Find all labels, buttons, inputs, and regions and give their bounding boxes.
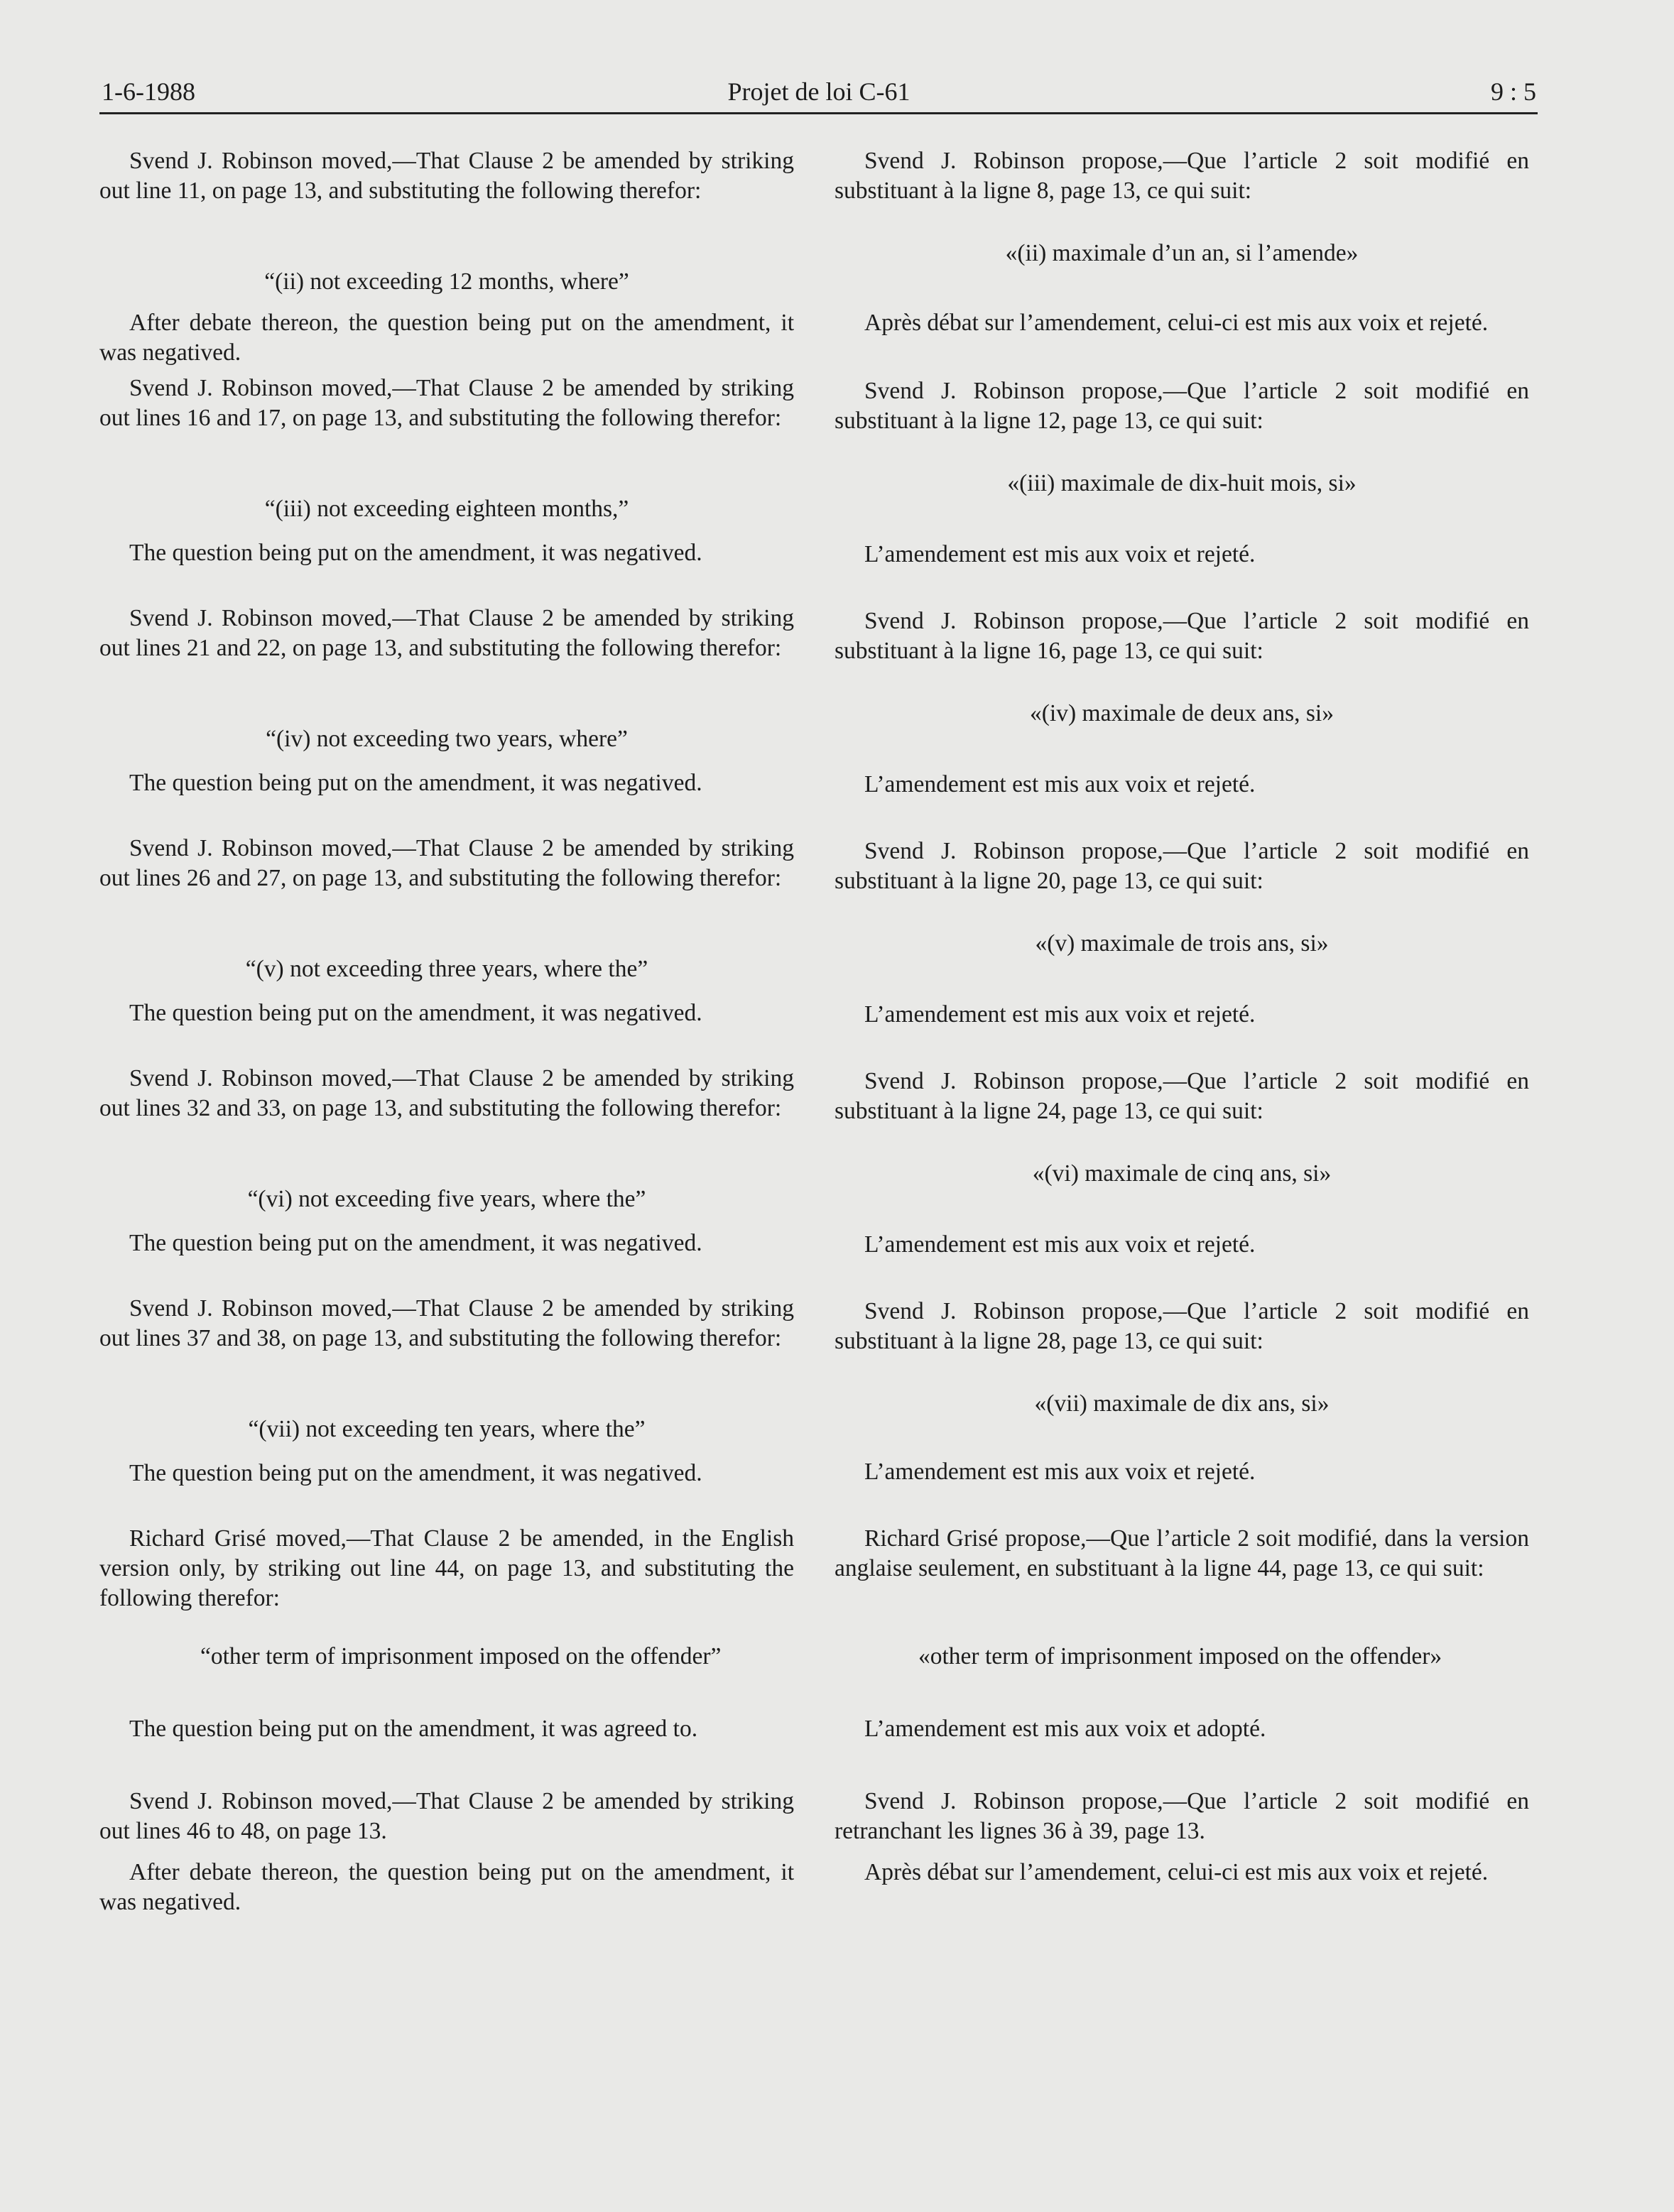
result-paragraph: L’amendement est mis aux voix et rejeté.	[864, 1001, 1256, 1028]
motion-paragraph: Svend J. Robinson moved,—That Clause 2 be amended by striking out lines 21 and 22, on page 13, and substituting the following therefor:	[99, 605, 794, 661]
amendment-quote: «(vii) maximale de dix ans, si»	[1034, 1390, 1330, 1417]
result-paragraph: After debate thereon, the question being put on the amendment, it was negatived.	[99, 1859, 794, 1915]
amendment-quote: “(vi) not exceeding five years, where the”	[247, 1186, 646, 1212]
result-paragraph: L’amendement est mis aux voix et adopté.	[864, 1716, 1266, 1742]
motion-paragraph: Svend J. Robinson moved,—That Clause 2 be amended by striking out line 11, on page 13, and substituting the following therefor:	[99, 148, 794, 204]
result-paragraph: The question being put on the amendment, it was negatived.	[129, 1460, 702, 1486]
page-header	[102, 77, 1536, 114]
motion-paragraph: Svend J. Robinson propose,—Que l’article 2 soit modifié en retranchant les lignes 36 à 39, page 13.	[835, 1788, 1529, 1844]
amendment-quote: “(ii) not exceeding 12 months, where”	[264, 268, 629, 295]
motion-paragraph: Svend J. Robinson propose,—Que l’article 2 soit modifié en substituant à la ligne 12, page 13, ce qui suit:	[835, 378, 1529, 434]
amendment-quote: «other term of imprisonment imposed on the offender»	[918, 1643, 1442, 1669]
result-paragraph: Après débat sur l’amendement, celui-ci est mis aux voix et rejeté.	[864, 1859, 1489, 1885]
header-title: Projet de loi C-61	[727, 77, 911, 106]
amendment-quote: “(iii) not exceeding eighteen months,”	[264, 496, 629, 522]
header-page-ref: 9 : 5	[1490, 77, 1536, 106]
result-paragraph: Après débat sur l’amendement, celui-ci est mis aux voix et rejeté.	[864, 310, 1489, 336]
result-paragraph: The question being put on the amendment, it was negatived.	[129, 540, 702, 566]
motion-paragraph: Svend J. Robinson moved,—That Clause 2 be amended by striking out lines 16 and 17, on page 13, and substituting the following therefor:	[99, 375, 794, 431]
result-paragraph: The question being put on the amendment, it was negatived.	[129, 1230, 702, 1256]
motion-paragraph: Svend J. Robinson moved,—That Clause 2 be amended by striking out lines 32 and 33, on page 13, and substituting the following therefor:	[99, 1065, 794, 1121]
result-paragraph: L’amendement est mis aux voix et rejeté.	[864, 1459, 1256, 1485]
motion-paragraph: Richard Grisé propose,—Que l’article 2 soit modifié, dans la version anglaise seulement, en substituant à la ligne 44, page 13, ce qui suit:	[835, 1525, 1529, 1581]
motion-paragraph: Svend J. Robinson propose,—Que l’article 2 soit modifié en substituant à la ligne 8, page 13, ce qui suit:	[835, 148, 1529, 204]
motion-paragraph: Svend J. Robinson propose,—Que l’article 2 soit modifié en substituant à la ligne 28, page 13, ce qui suit:	[835, 1298, 1529, 1354]
motion-paragraph: Svend J. Robinson propose,—Que l’article 2 soit modifié en substituant à la ligne 24, page 13, ce qui suit:	[835, 1068, 1529, 1124]
header-rule	[99, 112, 1538, 114]
motion-paragraph: Svend J. Robinson propose,—Que l’article 2 soit modifié en substituant à la ligne 20, page 13, ce qui suit:	[835, 838, 1529, 894]
amendment-quote: «(iii) maximale de dix-huit mois, si»	[1007, 470, 1357, 496]
result-paragraph: L’amendement est mis aux voix et rejeté.	[864, 541, 1256, 567]
amendment-quote: «(iv) maximale de deux ans, si»	[1030, 700, 1334, 726]
result-paragraph: After debate thereon, the question being put on the amendment, it was negatived.	[99, 310, 794, 366]
motion-paragraph: Svend J. Robinson propose,—Que l’article 2 soit modifié en substituant à la ligne 16, page 13, ce qui suit:	[835, 608, 1529, 664]
header-date: 1-6-1988	[102, 77, 195, 106]
amendment-quote: «(ii) maximale d’un an, si l’amende»	[1005, 240, 1359, 266]
amendment-quote: «(v) maximale de trois ans, si»	[1035, 930, 1329, 957]
amendment-quote: «(vi) maximale de cinq ans, si»	[1032, 1160, 1332, 1187]
amendment-quote: “(v) not exceeding three years, where the”	[245, 956, 648, 982]
motion-paragraph: Svend J. Robinson moved,—That Clause 2 be amended by striking out lines 37 and 38, on page 13, and substituting the following therefor:	[99, 1295, 794, 1351]
motion-paragraph: Svend J. Robinson moved,—That Clause 2 be amended by striking out lines 26 and 27, on page 13, and substituting the following therefor:	[99, 835, 794, 891]
amendment-quote: “(vii) not exceeding ten years, where the”	[248, 1416, 646, 1442]
amendment-quote: “other term of imprisonment imposed on the offender”	[200, 1643, 722, 1669]
result-paragraph: L’amendement est mis aux voix et rejeté.	[864, 1231, 1256, 1258]
motion-paragraph: Svend J. Robinson moved,—That Clause 2 be amended by striking out lines 46 to 48, on page 13.	[99, 1788, 794, 1844]
result-paragraph: The question being put on the amendment, it was negatived.	[129, 1000, 702, 1026]
result-paragraph: The question being put on the amendment, it was negatived.	[129, 770, 702, 796]
result-paragraph: L’amendement est mis aux voix et rejeté.	[864, 771, 1256, 797]
motion-paragraph: Richard Grisé moved,—That Clause 2 be amended, in the English version only, by striking out line 44, on page 13, and substituting the following therefor:	[99, 1525, 794, 1611]
result-paragraph: The question being put on the amendment, it was agreed to.	[129, 1716, 698, 1742]
amendment-quote: “(iv) not exceeding two years, where”	[266, 726, 628, 752]
